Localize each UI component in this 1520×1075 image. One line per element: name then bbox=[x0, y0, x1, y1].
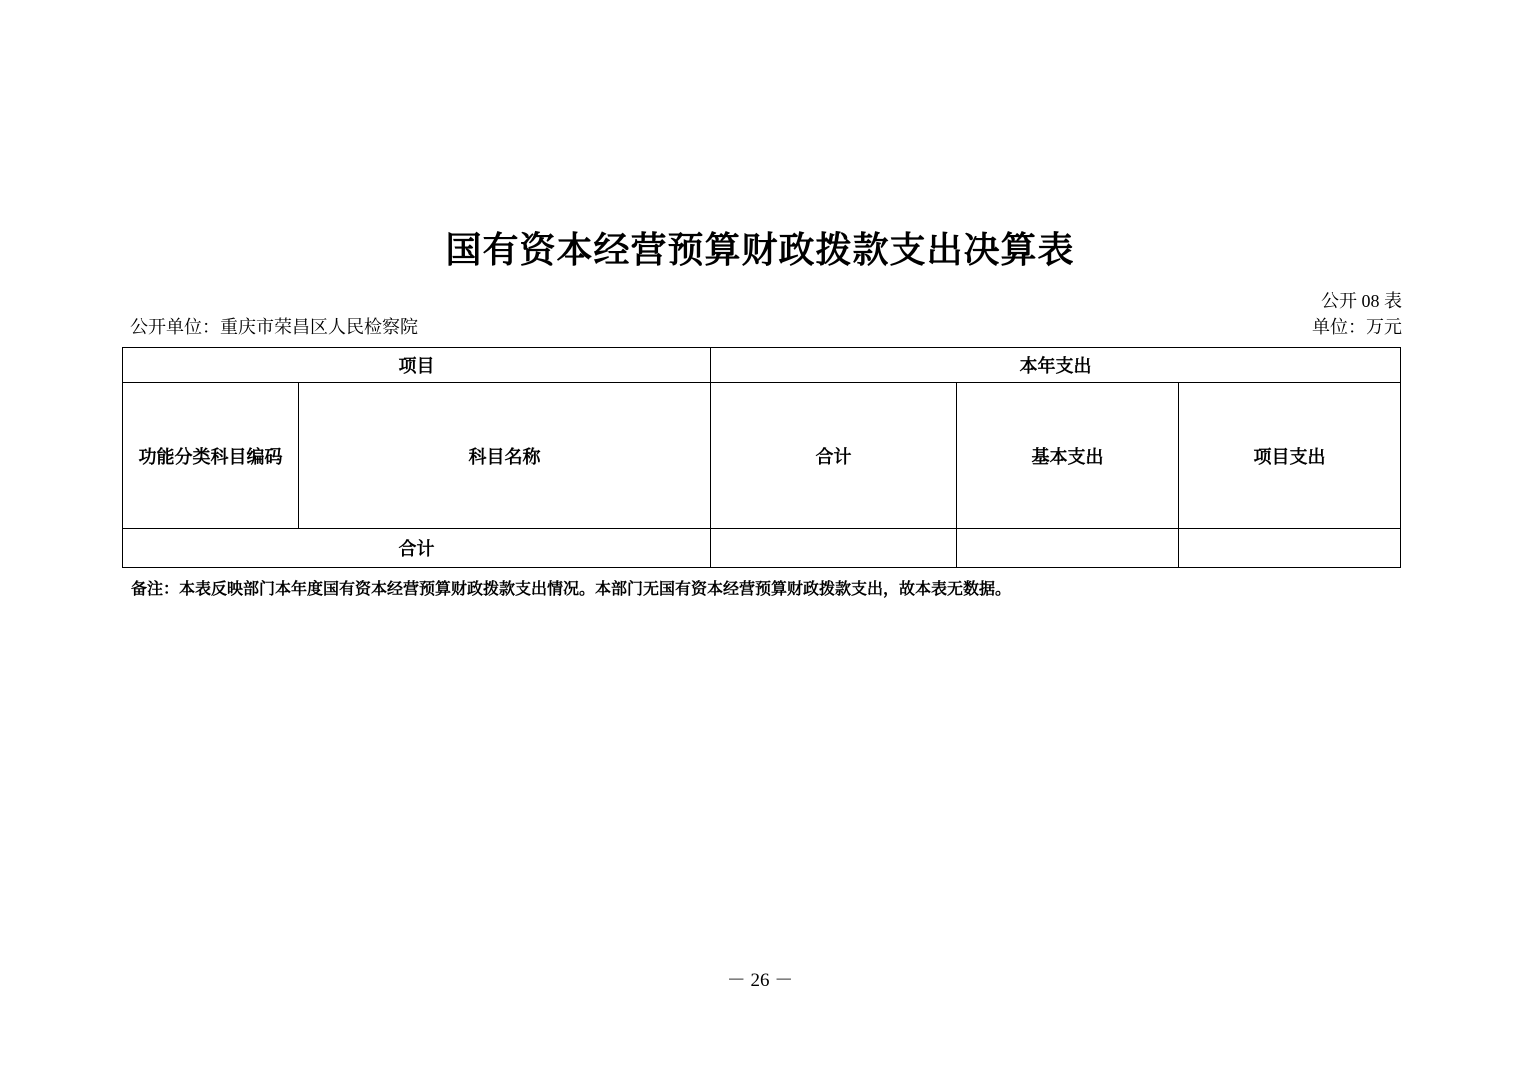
total-row-project bbox=[1179, 529, 1401, 568]
budget-table bbox=[122, 347, 1401, 568]
column-header-subject-name: 科目名称 bbox=[299, 383, 711, 529]
table-row bbox=[123, 529, 1401, 568]
disclosure-unit-label: 公开单位：重庆市荣昌区人民检察院 bbox=[130, 317, 418, 337]
table-note: 备注：本表反映部门本年度国有资本经营预算财政拨款支出情况。本部门无国有资本经营预算财政拨款支出，故本表无数据。 bbox=[131, 581, 1012, 598]
amount-unit-label: 单位：万元 bbox=[1312, 317, 1402, 337]
column-header-total: 合计 bbox=[711, 383, 957, 529]
group-header-current-year-expenditure: 本年支出 bbox=[711, 348, 1401, 383]
group-header-item: 项目 bbox=[123, 348, 711, 383]
table-number-label: 公开 08 表 bbox=[1321, 291, 1402, 311]
table-column-header-row bbox=[123, 383, 1401, 529]
table-group-header-row bbox=[123, 348, 1401, 383]
column-header-function-code: 功能分类科目编码 bbox=[123, 383, 299, 529]
page-title: 国有资本经营预算财政拨款支出决算表 bbox=[445, 230, 1075, 270]
page-number: － 26 － bbox=[726, 970, 794, 991]
total-row-sum bbox=[711, 529, 957, 568]
column-header-project-expenditure: 项目支出 bbox=[1179, 383, 1401, 529]
column-header-basic-expenditure: 基本支出 bbox=[957, 383, 1179, 529]
total-row-basic bbox=[957, 529, 1179, 568]
total-row-label: 合计 bbox=[123, 529, 711, 568]
